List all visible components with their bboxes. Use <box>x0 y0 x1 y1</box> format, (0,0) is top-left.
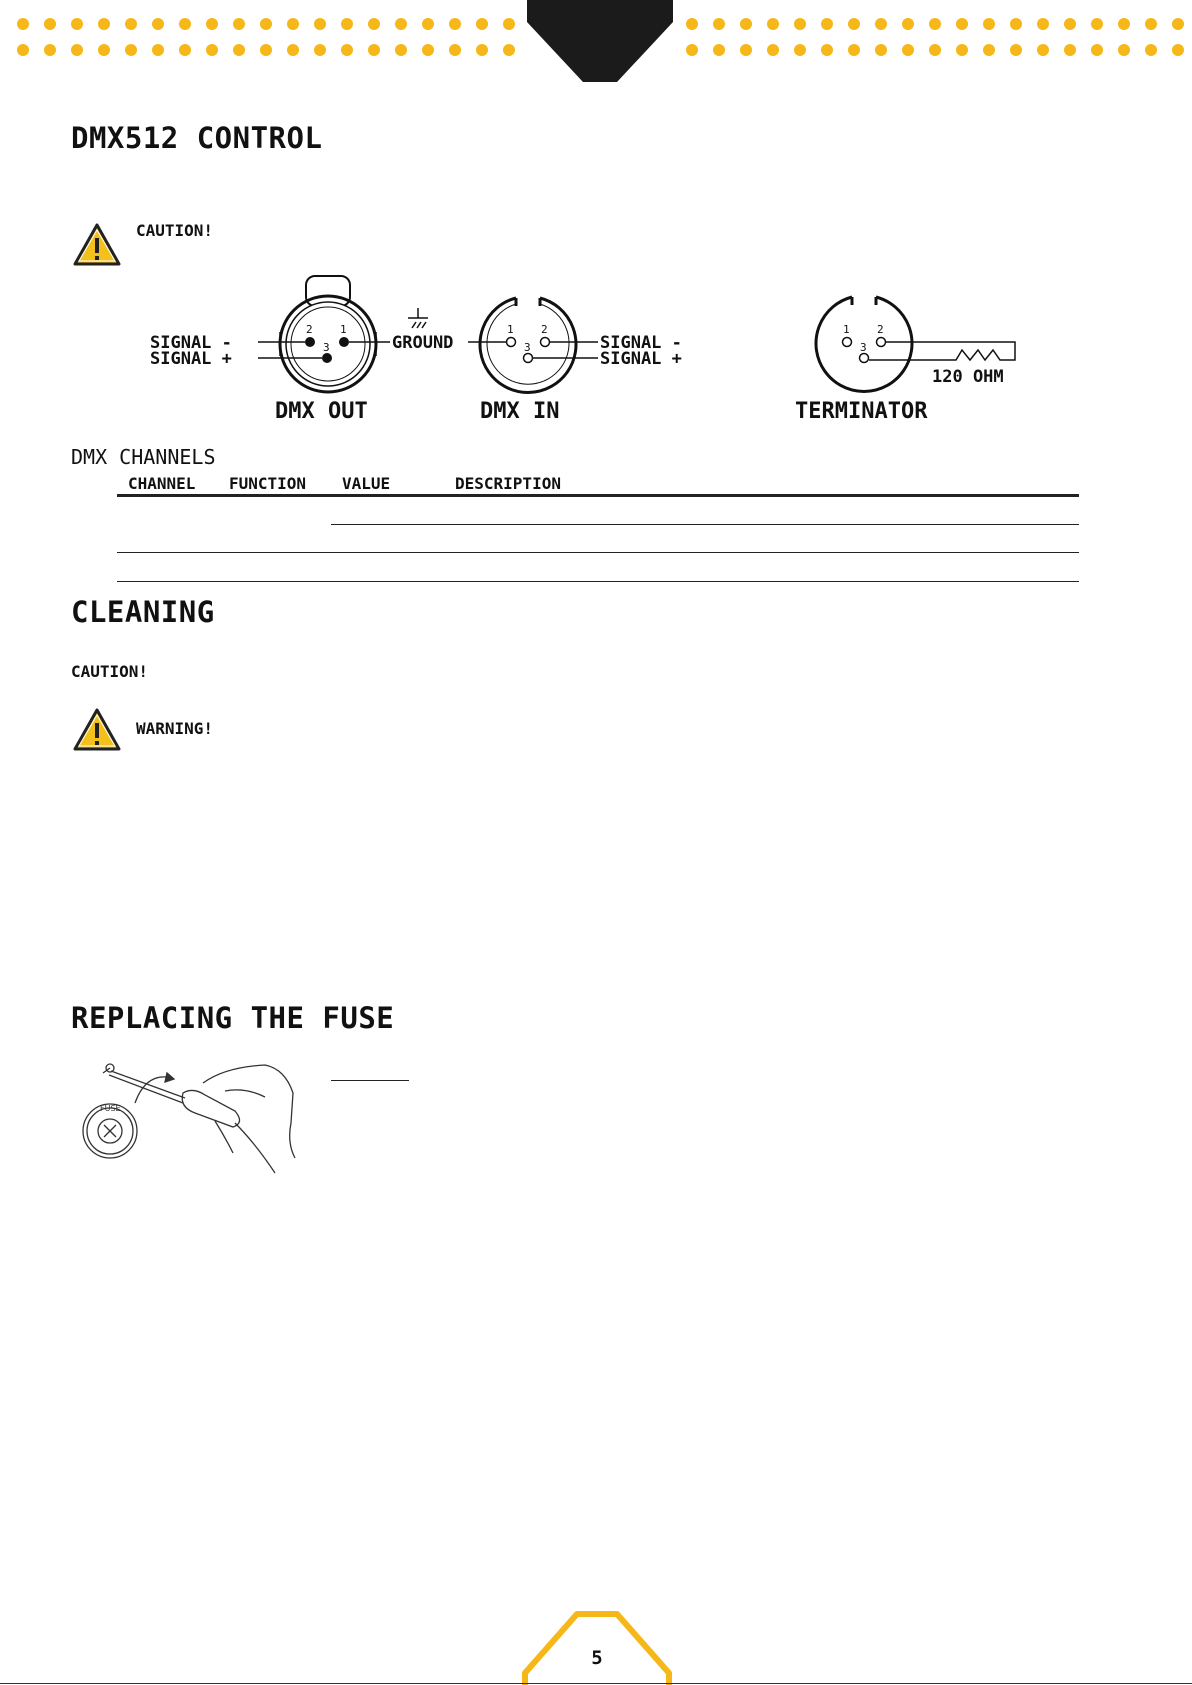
cleaning-caution-label: CAUTION! <box>71 662 149 681</box>
out-signal-minus-label: SIGNAL - <box>150 333 232 353</box>
table-header-description: DESCRIPTION <box>455 474 561 493</box>
header-dot <box>1118 44 1130 56</box>
header-dot <box>179 44 191 56</box>
fuse-section-title: REPLACING THE FUSE <box>71 1001 395 1035</box>
header-dot <box>98 44 110 56</box>
header-dot <box>260 18 272 30</box>
header-dot <box>929 44 941 56</box>
header-dot <box>152 44 164 56</box>
header-dot <box>233 44 245 56</box>
header-dot <box>767 44 779 56</box>
svg-text:2: 2 <box>877 323 884 336</box>
header-dot <box>1145 44 1157 56</box>
table-header-rule <box>117 494 1079 497</box>
header-dot <box>848 44 860 56</box>
table-row-rule <box>117 552 1079 553</box>
svg-text:1: 1 <box>507 323 514 336</box>
dmx-out-connector <box>258 276 390 392</box>
header-dot <box>1037 44 1049 56</box>
dmx-caution-label: CAUTION! <box>136 221 214 240</box>
dmx-in-label: DMX IN <box>480 399 560 424</box>
in-signal-plus-label: SIGNAL + <box>600 349 682 369</box>
table-header-value: VALUE <box>342 474 391 493</box>
header-dot <box>152 18 164 30</box>
out-signal-plus-label: SIGNAL + <box>150 349 232 369</box>
header-dot <box>395 18 407 30</box>
svg-text:3: 3 <box>860 341 867 354</box>
table-header-channel: CHANNEL <box>128 474 196 493</box>
warning-icon <box>72 707 122 752</box>
svg-text:2: 2 <box>306 323 313 336</box>
header-dot <box>740 44 752 56</box>
ohm-label: 120 OHM <box>932 367 1004 387</box>
header-dot <box>1172 18 1184 30</box>
header-dot <box>125 44 137 56</box>
header-dot <box>314 18 326 30</box>
page-number-badge <box>519 1605 675 1685</box>
svg-text:2: 2 <box>541 323 548 336</box>
header-dot <box>956 44 968 56</box>
dmx-channels-title: DMX CHANNELS <box>71 445 216 469</box>
header-dot <box>395 44 407 56</box>
header-dot <box>1091 18 1103 30</box>
header-dot <box>1145 18 1157 30</box>
header-dot <box>794 18 806 30</box>
footer-rule <box>0 1683 1192 1684</box>
header-dot <box>929 18 941 30</box>
in-signal-minus-label: SIGNAL - <box>600 333 682 353</box>
header-dot <box>17 18 29 30</box>
header-dot <box>287 18 299 30</box>
header-dot <box>1010 44 1022 56</box>
header-dot <box>368 44 380 56</box>
header-dot <box>1172 44 1184 56</box>
svg-text:3: 3 <box>323 341 330 354</box>
header-dot <box>713 44 725 56</box>
header-dot <box>1064 44 1076 56</box>
header-dot <box>503 18 515 30</box>
fuse-replacement-illustration <box>75 1063 325 1178</box>
header-dot <box>1010 18 1022 30</box>
header-dot <box>821 44 833 56</box>
header-dot <box>287 44 299 56</box>
header-dot <box>1091 44 1103 56</box>
table-header-function: FUNCTION <box>229 474 307 493</box>
header-dot <box>71 44 83 56</box>
header-dot <box>368 18 380 30</box>
header-dot <box>44 44 56 56</box>
svg-text:1: 1 <box>340 323 347 336</box>
header-dot <box>503 44 515 56</box>
header-dot <box>98 18 110 30</box>
dmx-section-title: DMX512 CONTROL <box>71 121 323 155</box>
header-dot <box>686 18 698 30</box>
caution-warning-icon <box>72 222 122 267</box>
header-dot <box>422 18 434 30</box>
header-dot <box>341 44 353 56</box>
header-dot <box>233 18 245 30</box>
ground-label: GROUND <box>392 333 454 353</box>
header-dot <box>206 18 218 30</box>
page-number: 5 <box>591 1647 603 1669</box>
header-dot <box>125 18 137 30</box>
header-dot <box>17 44 29 56</box>
table-row-rule <box>331 524 1079 525</box>
dmx-connector-diagram <box>150 270 1030 425</box>
cleaning-warning-label: WARNING! <box>136 719 214 738</box>
header-dot <box>476 44 488 56</box>
header-dot <box>1064 18 1076 30</box>
header-dot <box>449 44 461 56</box>
cleaning-section-title: CLEANING <box>71 595 215 629</box>
header-dot <box>713 18 725 30</box>
header-dot <box>476 18 488 30</box>
header-dot <box>821 18 833 30</box>
header-dot <box>1118 18 1130 30</box>
table-row-rule <box>117 581 1079 582</box>
ground-icon <box>408 308 428 328</box>
header-dot <box>875 44 887 56</box>
header-dot <box>179 18 191 30</box>
header-dot <box>686 44 698 56</box>
header-dot <box>449 18 461 30</box>
header-tab <box>525 0 675 85</box>
header-dot <box>983 44 995 56</box>
header-dot <box>44 18 56 30</box>
terminator-label: TERMINATOR <box>795 399 928 424</box>
header-dot <box>956 18 968 30</box>
dmx-in-connector <box>468 298 598 392</box>
header-dot <box>767 18 779 30</box>
header-dot <box>71 18 83 30</box>
svg-text:3: 3 <box>524 341 531 354</box>
header-dot <box>422 44 434 56</box>
header-dot <box>341 18 353 30</box>
header-dot <box>848 18 860 30</box>
svg-text:1: 1 <box>843 323 850 336</box>
header-dot <box>875 18 887 30</box>
header-dot <box>260 44 272 56</box>
header-dot <box>794 44 806 56</box>
header-dot <box>314 44 326 56</box>
header-dot <box>740 18 752 30</box>
dmx-out-label: DMX OUT <box>275 399 368 424</box>
header-dot <box>206 44 218 56</box>
header-dot <box>983 18 995 30</box>
fuse-label: FUSE <box>100 1104 121 1113</box>
header-dot <box>902 44 914 56</box>
header-dot <box>902 18 914 30</box>
fuse-underline <box>331 1080 409 1081</box>
header-dot <box>1037 18 1049 30</box>
